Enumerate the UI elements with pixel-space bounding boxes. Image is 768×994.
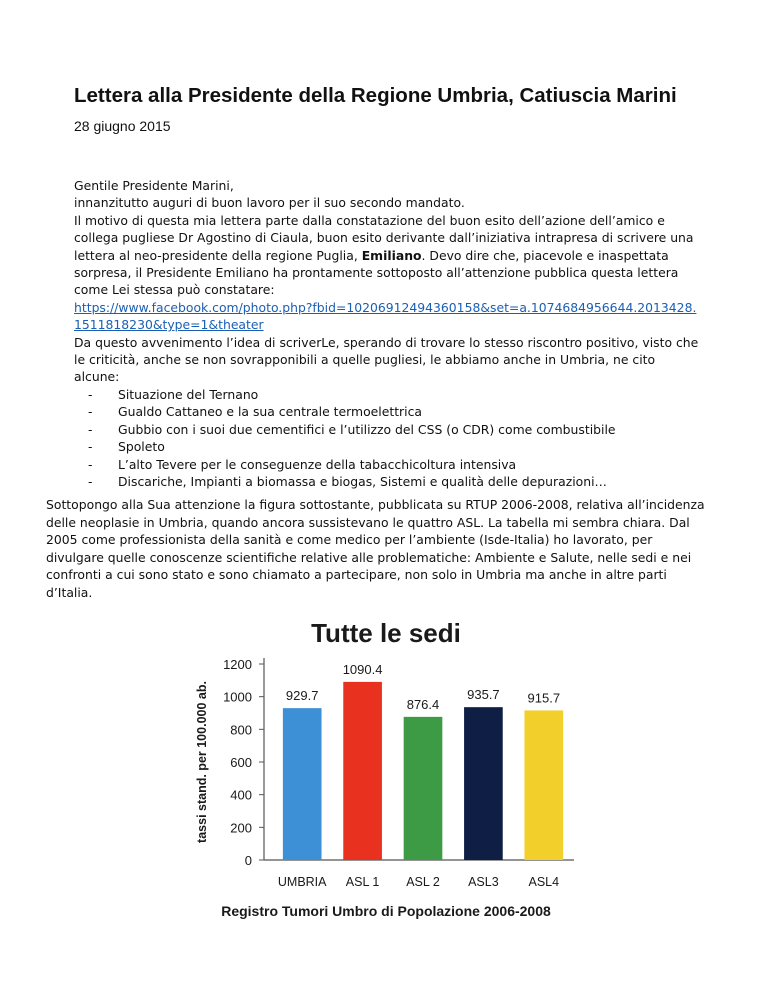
list-item-text: Discariche, Impianti a biomassa e biogas, Sistemi e qualità delle depurazioni… [118,473,607,489]
y-tick-label: 600 [230,755,252,770]
bar-asl4 [524,710,563,860]
motivation-text: Il motivo di questa mia lettera parte dalla constatazione del buon esito dell’azione dell’amico e collega pugliese Dr Agostino di Ciaula, buon esito derivante dall’iniziativa intrapresa di scrivere una lettera al neo-presidente della regione Puglia, [74,212,694,263]
motivation-text-continued: . Devo dire che, piacevole e inaspettata sorpresa, il Presidente Emiliano ha prontamente sottoposto all’attenzione pubblica questa lettera come Lei stessa può constatare: [74,247,679,298]
chart-title: Tutte le sedi [311,618,461,648]
bar-asl3 [464,707,503,860]
figure-intro-text: Sottopongo alla Sua attenzione la figura sottostante, pubblicata su RTUP 2006-2008, relativa all’incidenza delle neoplasie in Umbria, quando ancora sussistevano le quattro ASL. La tabella mi sembra chiara. Dal 2005 come professionista della sanità e come medico per l’ambiente (Isde-Italia) ho lavorato, per divulgare quelle conoscenze scientifiche relative alle problematiche: Ambiente e Salute, nelle sedi e nei confronti a cui sono stato e sono chiamato a partecipare, non solo in Umbria ma anche in altre parti d’Italia. [46,497,705,600]
bar-value-label: 929.7 [285,688,319,704]
bar-value-label: 915.7 [527,690,561,706]
y-tick-label: 800 [230,722,252,738]
list-item-text: Gubbio con i suoi due cementifici e l’utilizzo del CSS (o CDR) come combustibile [118,421,616,437]
list-dash: - [88,473,93,489]
category-label: ASL 2 [406,875,440,889]
category-label: ASL 1 [345,875,380,889]
document-date: 28 giugno 2015 [74,118,171,134]
list-dash: - [88,404,93,420]
incidence-bar-chart [186,610,586,932]
issues-list [74,386,704,490]
wishes-line: innanzitutto auguri di buon lavoro per il suo secondo mandato. [74,195,465,211]
y-tick-label: 1000 [223,689,252,705]
category-label: UMBRIA [277,875,327,889]
chart-caption: Registro Tumori Umbro di Popolazione 2006-2008 [221,903,551,919]
figure-intro-paragraph [46,496,706,602]
y-tick-label: 0 [244,853,252,868]
greeting: Gentile Presidente Marini, [74,178,234,193]
y-tick-label: 400 [230,787,252,803]
bar-value-label: 935.7 [467,687,500,703]
bar-value-label: 1090.4 [342,661,383,677]
idea-paragraph: Da questo avvenimento l’idea di scriverLe, sperando di trovare lo stesso riscontro positivo, visto che le criticità, anche se non sovrapponibili a quelle pugliesi, le abbiamo anche in Umbria, ne cito alcune: [74,334,699,385]
list-item [74,421,704,438]
list-item [74,403,704,420]
y-tick-label: 1200 [223,657,252,672]
facebook-link-line [74,299,704,334]
category-label: ASL3 [468,875,499,889]
facebook-link[interactable]: https://www.facebook.com/photo.php?fbid=10206912494360158&set=a.1074684956644.2013428.1511818230&type=1&theater [74,299,697,333]
list-item [74,456,704,473]
list-item [74,386,704,403]
y-axis-label: tassi stand. per 100.000 ab. [195,681,209,843]
list-item-text: Situazione del Ternano [118,386,259,402]
chart-svg [186,610,586,932]
bar-value-label: 876.4 [406,696,440,712]
y-tick-label: 200 [230,820,252,836]
list-item-text: Gualdo Cattaneo e la sua centrale termoelettrica [118,404,422,420]
list-dash: - [88,421,93,437]
category-label: ASL4 [528,875,560,889]
letter-body [74,177,704,490]
bar-asl-2 [404,717,443,860]
motivation-paragraph [74,212,704,299]
bar-asl-1 [343,682,382,860]
list-item-text: Spoleto [118,439,165,455]
list-dash: - [88,386,93,402]
list-dash: - [88,439,93,455]
list-dash: - [88,456,93,472]
list-item-text: L’alto Tevere per le conseguenze della tabacchicoltura intensiva [118,456,517,472]
list-item [74,438,704,455]
document-title: Lettera alla Presidente della Regione Umbria, Catiuscia Marini [74,84,677,107]
list-item [74,473,704,490]
bar-umbria [283,708,322,860]
emiliano-name: Emiliano [361,247,422,263]
